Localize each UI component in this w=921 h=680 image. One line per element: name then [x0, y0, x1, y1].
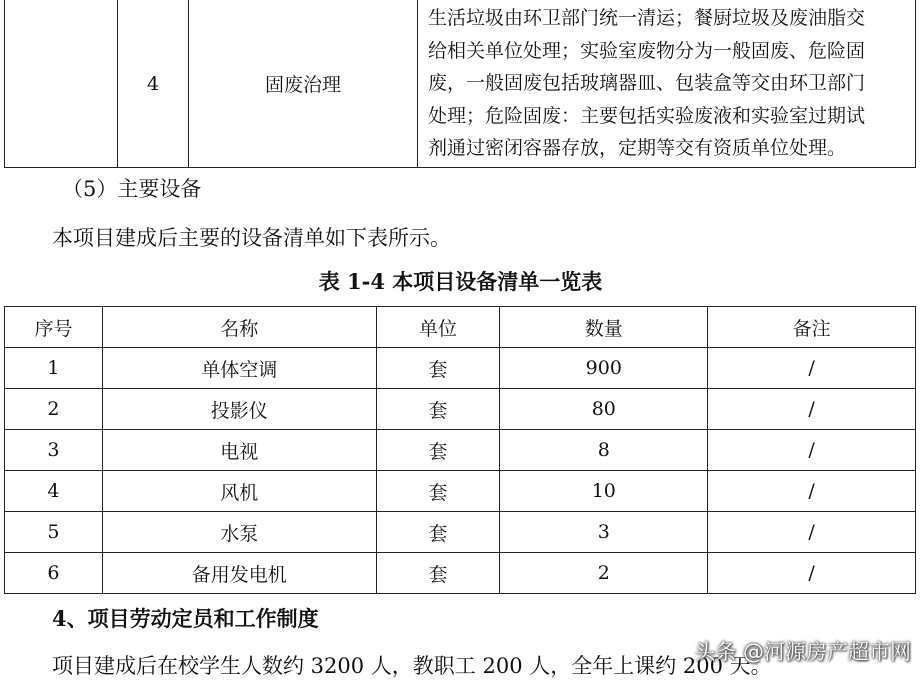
cell-unit: 套: [376, 471, 500, 512]
description-line: 废，一般固废包括玻璃器皿、包装盒等交由环卫部门: [428, 72, 866, 95]
table-caption: 表 1-4 本项目设备清单一览表: [318, 269, 603, 294]
watermark: 头条 @河源房产超市网: [694, 640, 911, 664]
table-row: [5, 471, 916, 512]
column-header-remark: 备注: [708, 307, 916, 348]
cell-remark: /: [708, 512, 916, 553]
table-row: [5, 389, 916, 430]
cell-name: 投影仪: [102, 389, 376, 430]
cell-quantity: 2: [500, 553, 708, 594]
table-row: [5, 430, 916, 471]
cell-remark: /: [708, 553, 916, 594]
table-row: [5, 553, 916, 594]
description-line: 给相关单位处理；实验室废物分为一般固废、危险固: [428, 39, 866, 62]
cell-index: 6: [5, 553, 103, 594]
cell-remark: /: [708, 389, 916, 430]
cell-remark: /: [708, 348, 916, 389]
cell-unit: 套: [376, 553, 500, 594]
column-header-quantity: 数量: [500, 307, 708, 348]
cell-index: 5: [5, 512, 103, 553]
staffing-text: 项目建成后在校学生人数约 3200 人，教职工 200 人，全年上课约 200 天。: [52, 654, 772, 678]
cell-unit: 套: [376, 512, 500, 553]
cell-name: 水泵: [102, 512, 376, 553]
cell-name: 备用发电机: [102, 553, 376, 594]
table-cell-empty: [5, 0, 118, 168]
cell-index: 2: [5, 389, 103, 430]
cell-remark: /: [708, 430, 916, 471]
cell-quantity: 8: [500, 430, 708, 471]
column-header-name: 名称: [102, 307, 376, 348]
table-cell-name: 固废治理: [189, 0, 418, 168]
table-row: [5, 512, 916, 553]
cell-index: 4: [5, 471, 103, 512]
cell-name: 风机: [102, 471, 376, 512]
table-cell-description: [418, 0, 916, 168]
cell-name: 电视: [102, 430, 376, 471]
cell-quantity: 3: [500, 512, 708, 553]
table-header-row: [5, 307, 916, 348]
pollution-control-table: [4, 0, 916, 168]
description-line: 处理；危险固废：主要包括实验废液和实验室过期试: [428, 104, 866, 127]
cell-remark: /: [708, 471, 916, 512]
cell-quantity: 80: [500, 389, 708, 430]
equipment-table: [4, 306, 916, 594]
table-row: [5, 348, 916, 389]
section-intro-text: 本项目建成后主要的设备清单如下表所示。: [52, 226, 451, 250]
cell-unit: 套: [376, 389, 500, 430]
column-header-index: 序号: [5, 307, 103, 348]
description-line: 生活垃圾由环卫部门统一清运；餐厨垃圾及废油脂交: [428, 7, 866, 30]
table-cell-index: 4: [118, 0, 189, 168]
description-line: 剂通过密闭容器存放，定期等交有资质单位处理。: [428, 137, 847, 160]
section-heading-main-equipment: （5）主要设备: [62, 177, 202, 201]
cell-name: 单体空调: [102, 348, 376, 389]
cell-quantity: 900: [500, 348, 708, 389]
cell-quantity: 10: [500, 471, 708, 512]
table-row: [5, 0, 916, 168]
cell-index: 1: [5, 348, 103, 389]
section-heading-staffing: 4、项目劳动定员和工作制度: [52, 606, 319, 631]
column-header-unit: 单位: [376, 307, 500, 348]
cell-unit: 套: [376, 430, 500, 471]
cell-index: 3: [5, 430, 103, 471]
cell-unit: 套: [376, 348, 500, 389]
